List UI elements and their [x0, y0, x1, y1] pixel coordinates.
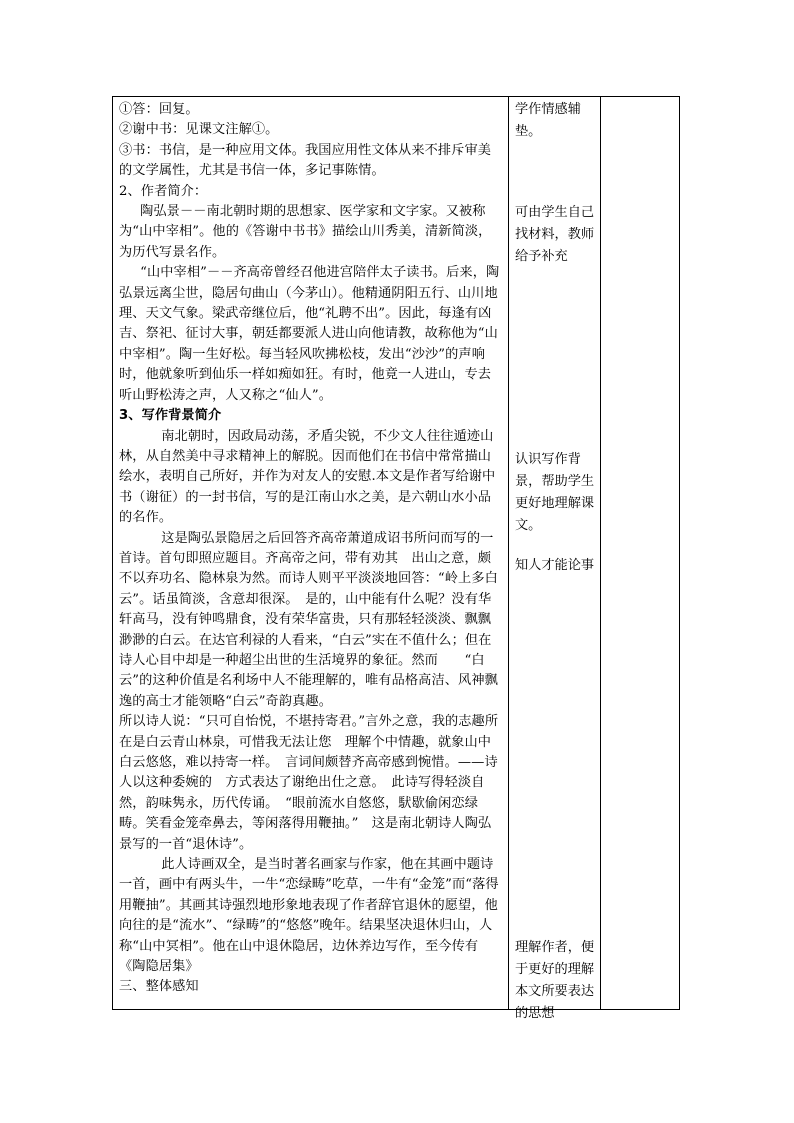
poem-analysis-paragraph: 这是陶弘景隐居之后回答齐高帝萧道成诏书所问而写的一首诗。首句即照应题目。齐高帝之问，带有劝其 出山之意，颇不以弃功名、隐林泉为然。而诗人则平平淡淡地回答：“岭上多白云”。话虽简淡，含意却很深。 是的，山中能有什么呢？没有华轩高马，没有钟鸣鼎食，没有荣华富贵，只有那轻轻淡淡、飘飘渺渺的白云。在达官利禄的人看来，“白云”实在不值什么；但在诗人心目中却是一种超尘出世的生活境界的象征。然而 “白云”的这种价值是名利场中人不能理解的，唯有品格高洁、风神飘逸的高士才能领略“白云”奇韵真趣。 — [119, 530, 498, 709]
section-overall-heading: 三、整体感知 — [119, 979, 199, 995]
section-background-heading: 3、写作背景简介 — [119, 408, 222, 424]
author-intro-paragraph: 陶弘景－－南北朝时期的思想家、医学家和文字家。又被称为“山中宰相”。他的《答谢中书书》描绘山川秀美，清新简淡，为历代写景名作。 — [119, 204, 492, 260]
note-answer: ①答：回复。 — [119, 102, 199, 117]
note-shu: ③书：书信，是一种应用文体。我国应用性文体从来不排斥审美的文学属性，尤其是书信一体，多记事陈情。 — [119, 142, 492, 179]
notes-column — [509, 97, 601, 1021]
content-column — [113, 97, 509, 1009]
poem-meaning-paragraph: 所以诗人说：“只可自怡悦，不堪持寄君。”言外之意，我的志趣所在是白云青山林泉，可惜我无法让您 理解个中情趣，就象山中白云悠悠，难以持寄一样。 言词间颇替齐高帝感到惋惜。——诗人以这种委婉的 方式表达了谢绝出仕之意。 此诗写得轻淡自然，韵味隽永，历代传诵。 “眼前流水自悠悠，䭾歇偷闲恋绿畴。笑看金笼牵鼻去，等闲落得用鞭抽。” 这是南北朝诗人陶弘景写的一首“退休诗”。 — [119, 714, 499, 852]
mountain-prime-minister-paragraph: “山中宰相”－－齐高帝曾经召他进宫陪伴太子读书。后来，陶弘景远离尘世，隐居句曲山（今茅山）。他精通阴阳五行、山川地理、天文气象。梁武帝继位后，他“礼聘不出”。因此，每逢有凶吉、祭祀、征讨大事，朝廷都要派人进山向他请教，故称他为“山中宰相”。陶一生好松。每当轻风吹拂松枝，发出“沙沙”的声响时，他就象听到仙乐一样如痴如狂。有时，他竟一人进山，专去听山野松涛之声，人又称之“仙人”。 — [119, 265, 500, 403]
section-author-heading: 2、作者简介： — [119, 183, 208, 199]
note-xiezhongshu: ②谢中书：见课文注解①。 — [119, 122, 279, 138]
note-know-person: 知人才能论事 — [515, 558, 595, 573]
note-materials: 可由学生自己找材料，教师给予补充 — [515, 205, 595, 264]
empty-column — [601, 97, 679, 1009]
painting-poem-paragraph: 此人诗画双全，是当时著名画家与作家，他在其画中题诗一首，画中有两头牛，一牛“恋绿畴”吃草，一牛有“金笼”而“落得用鞭抽”。其画其诗强烈地形象地表现了作者辞官退休的愿望，他向往的是“流水”、“绿畴”的“悠悠”晚年。结果坚决退休归山，人称“山中冥相”。他在山中退休隐居，边休养边写作，至今传有《陶隐居集》 — [119, 857, 499, 975]
lesson-plan-table — [112, 96, 680, 1021]
content-text — [119, 100, 504, 998]
background-paragraph: 南北朝时，因政局动荡，矛盾尖锐，不少文人往往遁迹山林，从自然美中寻求精神上的解脱。因而他们在书信中常常描山绘水，表明自己所好，并作为对友人的安慰.本文是作者写给谢中书（谢征）的一封书信，写的是江南山水之美，是六朝山水小品的名作。 — [119, 428, 496, 526]
note-emotion: 学作情感辅垫。 — [515, 102, 581, 139]
note-understand-author: 理解作者，便于更好的理解本文所要表达的思想 — [515, 940, 595, 1021]
note-background: 认识写作背景，帮助学生更好地理解课文。 — [515, 452, 595, 533]
